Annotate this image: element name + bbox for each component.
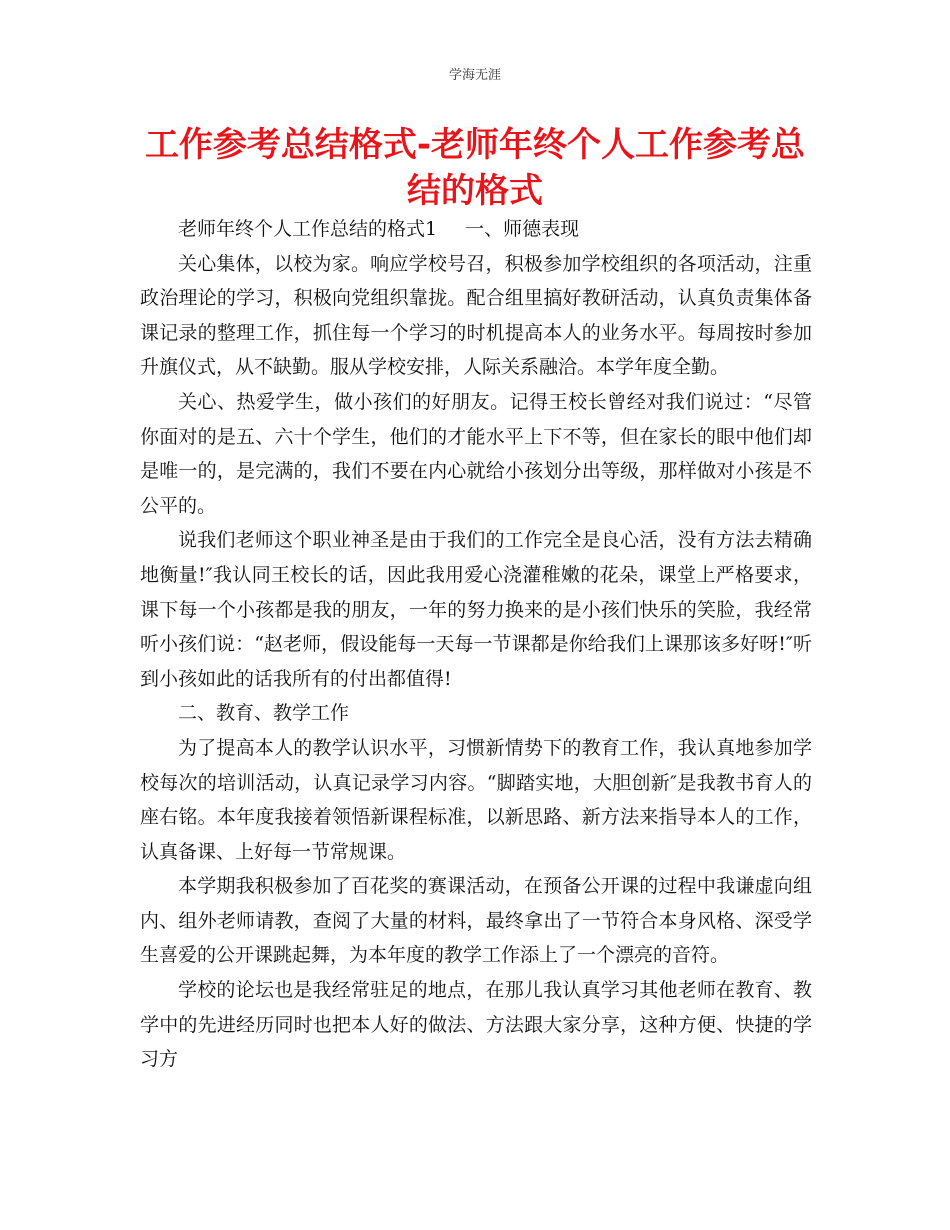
intro-line	[140, 212, 812, 247]
paragraph: 关心集体，以校为家。响应学校号召，积极参加学校组织的各项活动，注重政治理论的学习，积极向党组织靠拢。配合组里搞好教研活动，认真负责集体备课记录的整理工作，抓住每一个学习的时机提高本人的业务水平。每周按时参加升旗仪式，从不缺勤。服从学校安排，人际关系融洽。本学年度全勤。	[140, 252, 812, 379]
paragraph: 关心、热爱学生，做小孩们的好朋友。记得王校长曾经对我们说过：“尽管你面对的是五、六十个学生，他们的才能水平上下不等，但在家长的眼中他们却是唯一的，是完满的，我们不要在内心就给小孩划分出等级，那样做对小孩是不公平的。	[140, 390, 812, 517]
paragraph: 本学期我积极参加了百花奖的赛课活动，在预备公开课的过程中我谦虚向组内、组外老师请教，查阅了大量的材料，最终拿出了一节符合本身风格、深受学生喜爱的公开课跳起舞，为本年度的教学工作添上了一个漂亮的音符。	[140, 875, 812, 967]
section-heading-1: 一、师德表现	[465, 218, 580, 240]
paragraph: 为了提高本人的教学认识水平，习惯新情势下的教育工作，我认真地参加学校每次的培训活动，认真记录学习内容。“脚踏实地，大胆创新″是我教书育人的座右铭。本年度我接着领悟新课程标准，以新思路、新方法来指导本人的工作，认真备课、上好每一节常规课。	[140, 736, 812, 863]
paragraph: 说我们老师这个职业神圣是由于我们的工作完全是良心活，没有方法去精确地衡量!″我认同王校长的话，因此我用爱心浇灌稚嫩的花朵，课堂上严格要求，课下每一个小孩都是我的朋友，一年的努力换来的是小孩们快乐的笑脸，我经常听小孩们说：“赵老师，假设能每一天每一节课都是你给我们上课那该多好呀!″听到小孩如此的话我所有的付出都值得!	[140, 529, 812, 690]
document-body	[140, 212, 812, 1077]
running-header: 学海无涯	[448, 68, 501, 83]
intro-heading: 老师年终个人工作总结的格式1	[178, 218, 438, 240]
paragraph: 学校的论坛也是我经常驻足的地点，在那儿我认真学习其他老师在教育、教学中的先进经历同时也把本人好的做法、方法跟大家分享，这种方便、快捷的学习方	[140, 979, 812, 1071]
document-title: 工作参考总结格式-老师年终个人工作参考总结的格式	[144, 125, 806, 211]
section-heading-2: 二、教育、教学工作	[178, 702, 350, 725]
